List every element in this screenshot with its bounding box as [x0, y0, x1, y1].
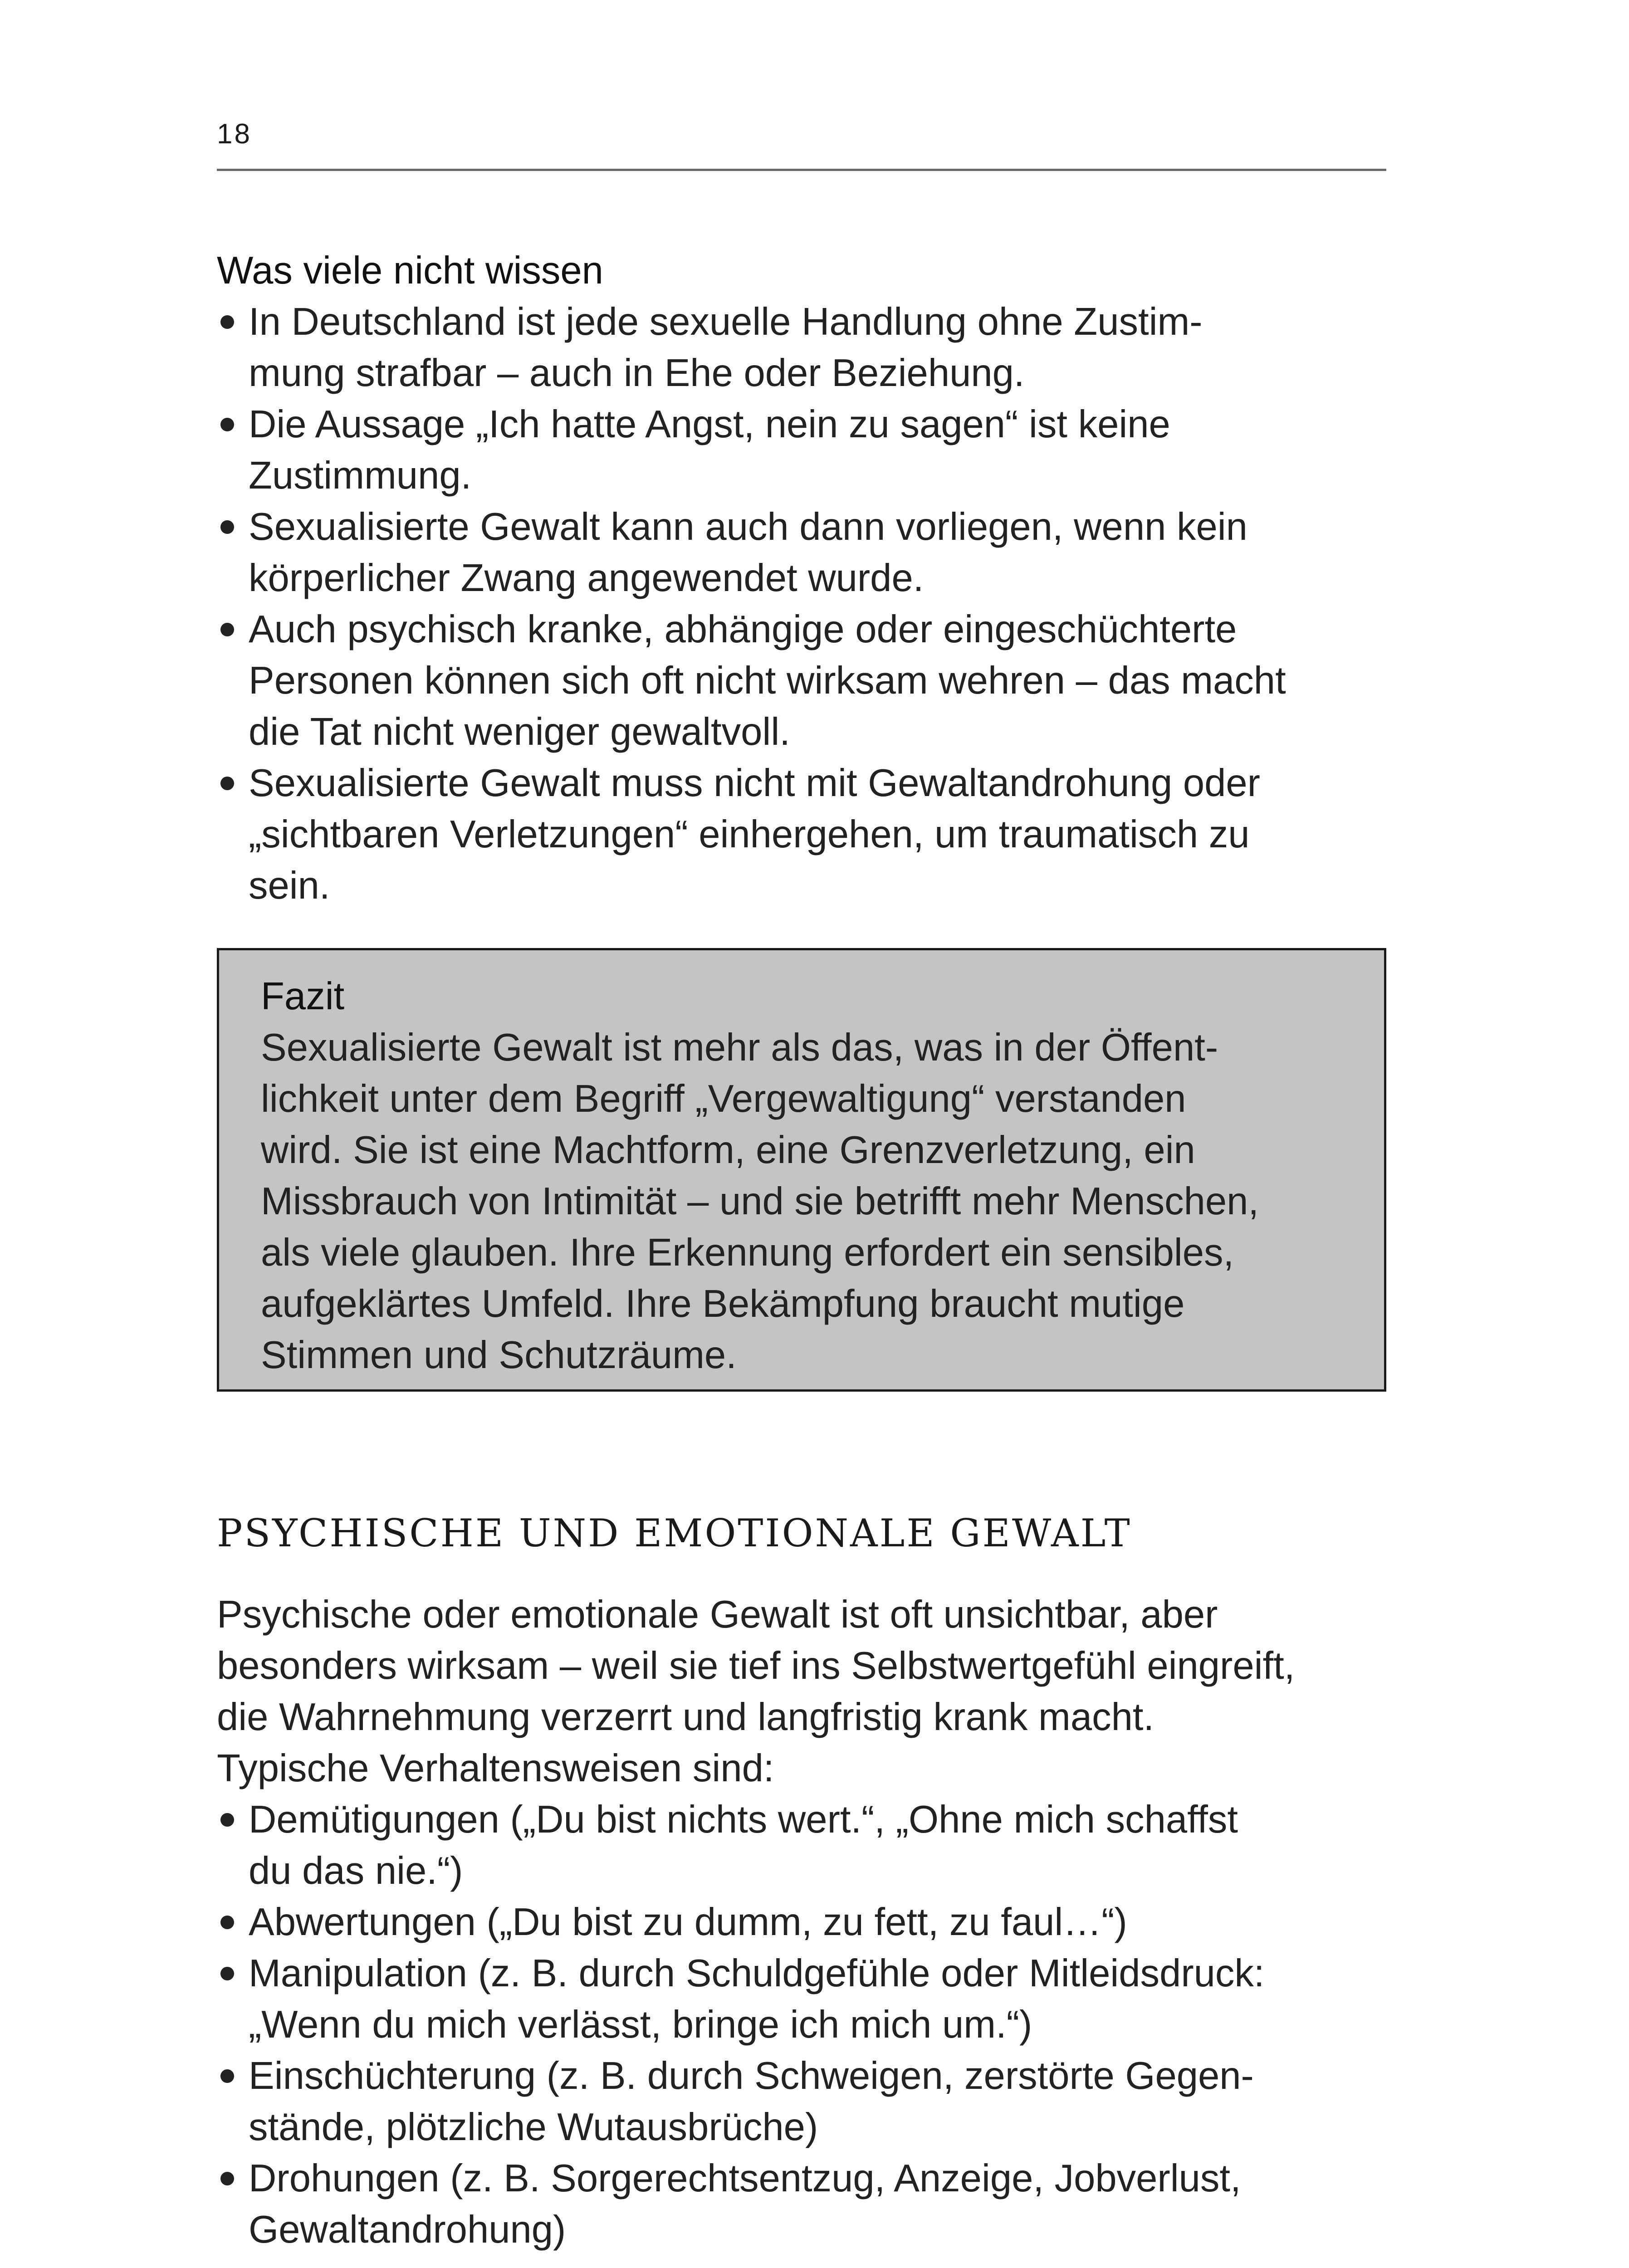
list-item	[217, 604, 1386, 758]
paragraph-line: Psychische oder emotionale Gewalt ist oft unsichtbar, aber	[217, 1593, 1218, 1636]
list-item-line: Manipulation (z. B. durch Schuldgefühle oder Mitleidsdruck:	[249, 1952, 1265, 1995]
list-item-line: Auch psychisch kranke, abhängige oder eingeschüchterte	[249, 608, 1237, 651]
list-item-line: Einschüchterung (z. B. durch Schweigen, zerstörte Gegen-	[249, 2054, 1254, 2097]
list-item	[217, 1948, 1386, 2050]
fazit-title: Fazit	[261, 975, 345, 1018]
fazit-line: als viele glauben. Ihre Erkennung erfordert ein sensibles,	[261, 1231, 1234, 1274]
page-header	[217, 120, 1386, 148]
fazit-line: Sexualisierte Gewalt ist mehr als das, was in der Öffent-	[261, 1026, 1218, 1069]
list-item-line: mung strafbar – auch in Ehe oder Beziehung.	[249, 352, 1025, 395]
list-item	[217, 2153, 1386, 2255]
list-item	[217, 1897, 1386, 1948]
list-item	[217, 296, 1386, 399]
fazit-line: wird. Sie ist eine Machtform, eine Grenzverletzung, ein	[261, 1129, 1195, 1172]
list-item-line: die Tat nicht weniger gewaltvoll.	[249, 710, 790, 753]
section-heading: PSYCHISCHE UND EMOTIONALE GEWALT	[217, 1511, 1132, 1555]
section-was-viele-nicht-wissen	[217, 245, 1386, 911]
list-item-line: körperlicher Zwang angewendet wurde.	[249, 557, 924, 600]
header-rule	[217, 169, 1386, 171]
section-title: Was viele nicht wissen	[217, 249, 603, 292]
list-item	[217, 2050, 1386, 2153]
section-psychische-gewalt	[217, 1589, 1386, 2255]
list-item-line: sein.	[249, 864, 330, 907]
fazit-line: lichkeit unter dem Begriff „Vergewaltigung“ verstanden	[261, 1077, 1186, 1120]
list-item-line: Gewaltandrohung)	[249, 2208, 566, 2251]
list-item	[217, 501, 1386, 604]
list-item-line: Personen können sich oft nicht wirksam wehren – das macht	[249, 659, 1286, 702]
bullet-list	[217, 296, 1386, 911]
fazit-line: Missbrauch von Intimität – und sie betrifft mehr Menschen,	[261, 1180, 1259, 1223]
list-item-line: Die Aussage „Ich hatte Angst, nein zu sagen“ ist keine	[249, 403, 1170, 446]
list-item-line: Demütigungen („Du bist nichts wert.“, „Ohne mich schaffst	[249, 1798, 1238, 1841]
list-item	[217, 399, 1386, 501]
list-item-line: „sichtbaren Verletzungen“ einhergehen, um traumatisch zu	[249, 813, 1250, 856]
list-item-line: Zustimmung.	[249, 454, 472, 497]
page-number: 18	[217, 118, 252, 150]
fazit-line: aufgeklärtes Umfeld. Ihre Bekämpfung braucht mutige	[261, 1282, 1185, 1325]
list-item	[217, 1794, 1386, 1897]
paragraph-line: besonders wirksam – weil sie tief ins Selbstwertgefühl eingreift,	[217, 1644, 1295, 1687]
list-item-line: Sexualisierte Gewalt muss nicht mit Gewaltandrohung oder	[249, 762, 1260, 805]
bullet-list	[217, 1794, 1386, 2255]
fazit-box	[217, 948, 1386, 1392]
paragraph-line: die Wahrnehmung verzerrt und langfristig krank macht.	[217, 1696, 1154, 1739]
list-item-line: In Deutschland ist jede sexuelle Handlung ohne Zustim-	[249, 300, 1203, 343]
list-item-line: du das nie.“)	[249, 1849, 463, 1892]
paragraph-line: Typische Verhaltensweisen sind:	[217, 1747, 774, 1790]
fazit-line: Stimmen und Schutzräume.	[261, 1334, 737, 1377]
list-item	[217, 758, 1386, 911]
list-item-line: stände, plötzliche Wutausbrüche)	[249, 2106, 818, 2149]
list-item-line: „Wenn du mich verlässt, bringe ich mich um.“)	[249, 2003, 1032, 2046]
list-item-line: Abwertungen („Du bist zu dumm, zu fett, zu faul…“)	[249, 1901, 1127, 1944]
list-item-line: Drohungen (z. B. Sorgerechtsentzug, Anzeige, Jobverlust,	[249, 2157, 1241, 2200]
list-item-line: Sexualisierte Gewalt kann auch dann vorliegen, wenn kein	[249, 505, 1247, 548]
